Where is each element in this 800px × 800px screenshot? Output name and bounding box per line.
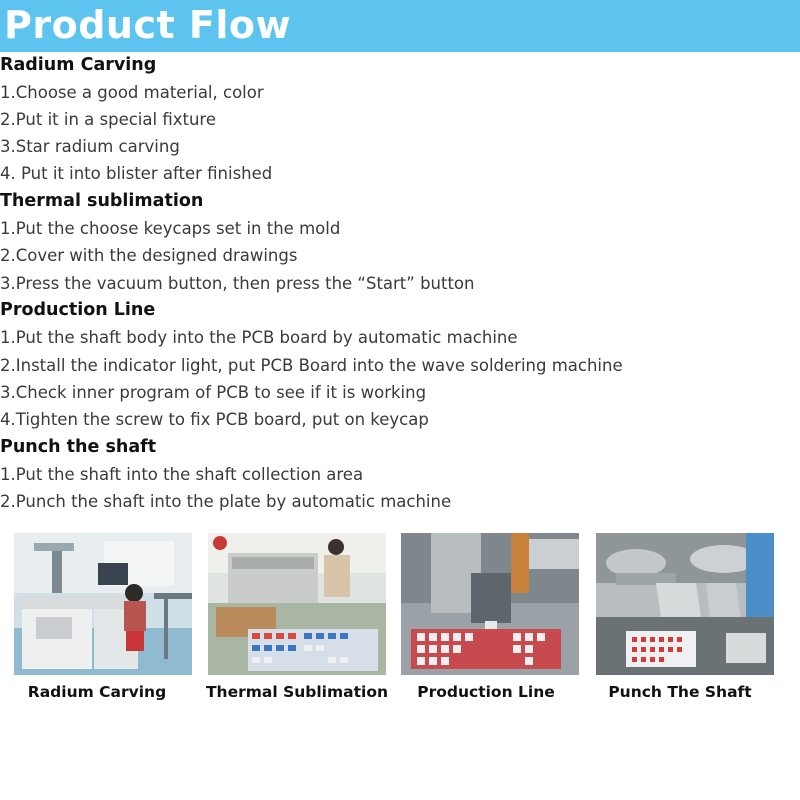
title-banner	[0, 0, 800, 52]
radium-carving-photo	[14, 533, 192, 675]
step-item: 4. Put it into blister after finished	[0, 164, 273, 183]
laser-machine-illustration	[14, 533, 192, 675]
shaft-punch-machine-illustration	[596, 533, 774, 675]
step-item: 3.Star radium carving	[0, 137, 180, 156]
section-heading-thermal-sublimation: Thermal sublimation	[0, 191, 204, 211]
punch-the-shaft-photo	[596, 533, 774, 675]
step-item: 4.Tighten the screw to fix PCB board, put on keycap	[0, 410, 429, 429]
photo-caption-punch-the-shaft: Punch The Shaft	[608, 683, 752, 701]
photo-caption-radium-carving: Radium Carving	[27, 683, 167, 701]
photo-caption-thermal-sublimation: Thermal Sublimation	[205, 683, 389, 701]
pcb-assembly-illustration	[401, 533, 579, 675]
step-item: 2.Put it in a special fixture	[0, 110, 216, 129]
section-heading-production-line: Production Line	[0, 300, 156, 320]
photo-caption-production-line: Production Line	[417, 683, 555, 701]
page-title: Product Flow	[4, 3, 292, 47]
section-heading-radium-carving: Radium Carving	[0, 55, 157, 75]
step-item: 2.Cover with the designed drawings	[0, 246, 298, 265]
step-item: 3.Check inner program of PCB to see if it is working	[0, 383, 427, 402]
sublimation-machine-illustration	[208, 533, 386, 675]
step-item: 3.Press the vacuum button, then press the “Start” button	[0, 274, 475, 293]
step-item: 1.Choose a good material, color	[0, 83, 264, 102]
step-item: 1.Put the shaft body into the PCB board by automatic machine	[0, 328, 518, 347]
step-item: 2.Install the indicator light, put PCB Board into the wave soldering machine	[0, 356, 623, 375]
section-heading-punch-the-shaft: Punch the shaft	[0, 437, 157, 457]
thermal-sublimation-photo	[208, 533, 386, 675]
step-item: 1.Put the shaft into the shaft collection area	[0, 465, 364, 484]
step-item: 1.Put the choose keycaps set in the mold	[0, 219, 341, 238]
step-item: 2.Punch the shaft into the plate by automatic machine	[0, 492, 452, 511]
production-line-photo	[401, 533, 579, 675]
